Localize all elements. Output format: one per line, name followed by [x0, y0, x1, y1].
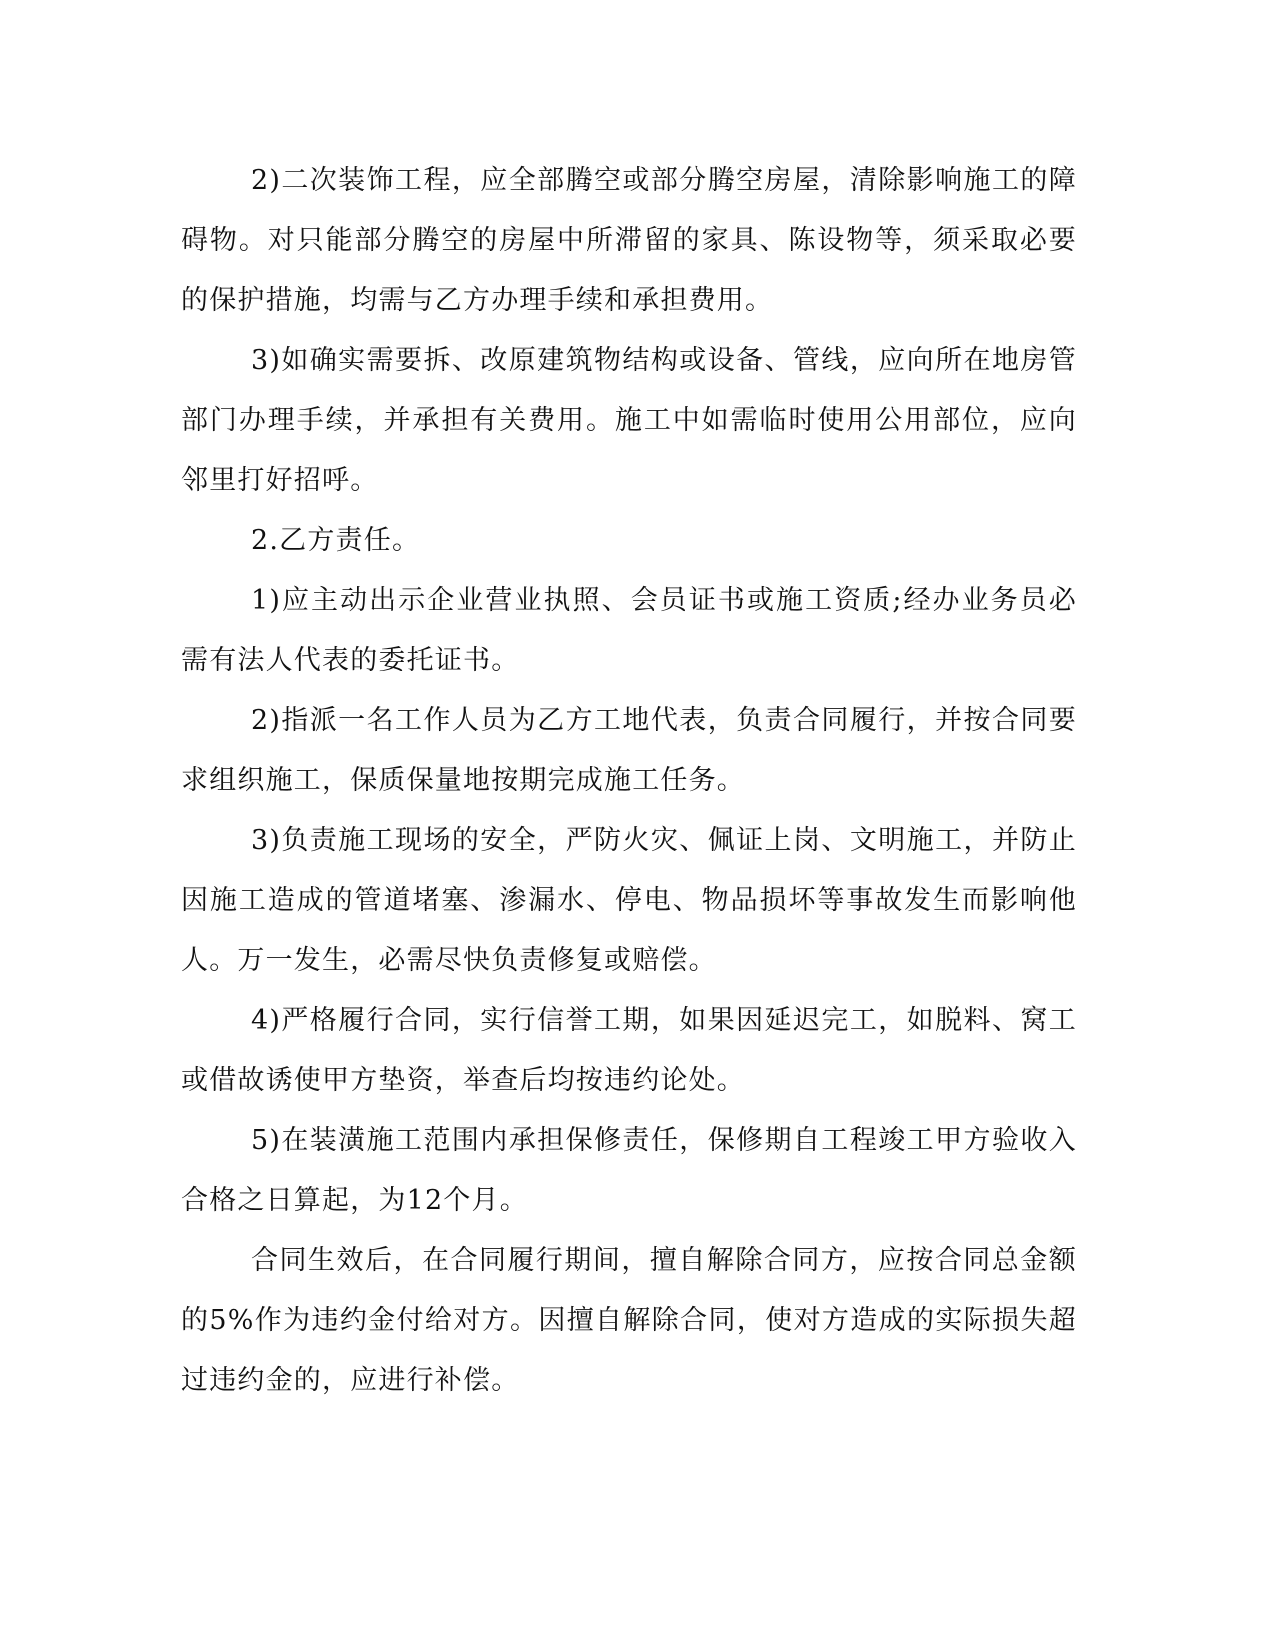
- document-body: [181, 151, 1077, 1411]
- paragraph-party-a-structure-permits: 3)如确实需要拆、改原建筑物结构或设备、管线，应向所在地房管部门办理手续，并承担有关费用。施工中如需临时使用公用部位，应向邻里打好招呼。: [181, 345, 1077, 496]
- paragraph-party-b-site-representative: 2)指派一名工作人员为乙方工地代表，负责合同履行，并按合同要求组织施工，保质保量地按期完成施工任务。: [181, 705, 1077, 796]
- paragraph-party-a-renovation-clearance: 2)二次装饰工程，应全部腾空或部分腾空房屋，清除影响施工的障碍物。对只能部分腾空的房屋中所滞留的家具、陈设物等，须采取必要的保护措施，均需与乙方办理手续和承担费用。: [181, 165, 1077, 316]
- section-heading-party-b-responsibilities: 2.乙方责任。: [251, 525, 421, 556]
- paragraph-party-b-site-safety: 3)负责施工现场的安全，严防火灾、佩证上岗、文明施工，并防止因施工造成的管道堵塞、渗漏水、停电、物品损坏等事故发生而影响他人。万一发生，必需尽快负责修复或赔偿。: [181, 825, 1077, 976]
- paragraph-party-b-credentials: 1)应主动出示企业营业执照、会员证书或施工资质;经办业务员必需有法人代表的委托证书。: [181, 585, 1077, 676]
- paragraph-party-b-contract-performance: 4)严格履行合同，实行信誉工期，如果因延迟完工，如脱料、窝工或借故诱使甲方垫资，举查后均按违约论处。: [181, 1005, 1077, 1096]
- paragraph-termination-penalty: 合同生效后，在合同履行期间，擅自解除合同方，应按合同总金额的5%作为违约金付给对方。因擅自解除合同，使对方造成的实际损失超过违约金的，应进行补偿。: [181, 1245, 1077, 1396]
- paragraph-party-b-warranty: 5)在装潢施工范围内承担保修责任，保修期自工程竣工甲方验收入合格之日算起，为12个月。: [181, 1125, 1077, 1216]
